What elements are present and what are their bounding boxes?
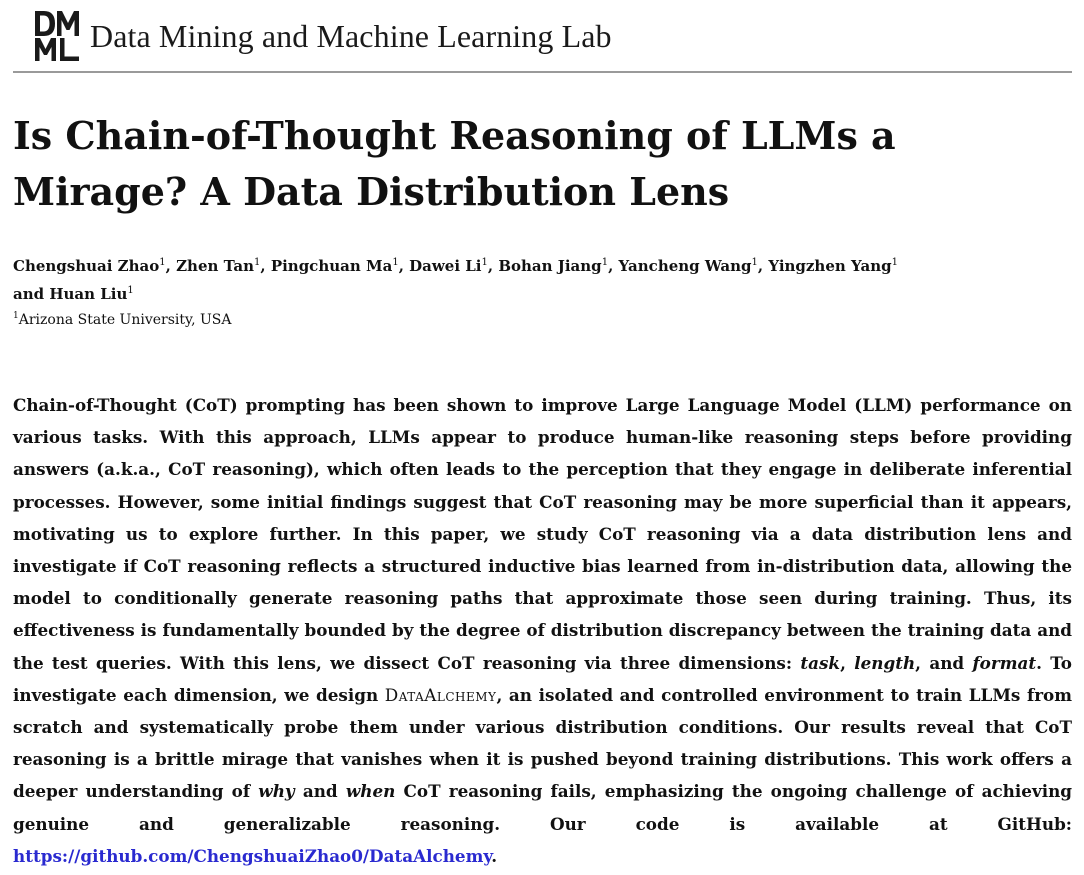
author-affiliation-marker: 1 (891, 257, 899, 268)
lab-header (32, 8, 1072, 64)
emphasis-why: why (258, 781, 295, 802)
author-separator: , (757, 257, 769, 275)
author (498, 257, 608, 275)
author-name: Yancheng Wang (618, 257, 752, 275)
affiliation-marker: 1 (13, 311, 19, 321)
author-list (13, 252, 1063, 308)
author (176, 257, 260, 275)
dimension-length: length (854, 652, 916, 673)
abstract-text: Chain-of-Thought (CoT) prompting has been shown to improve Large Language Model (LLM) performance on various tasks. With this approach, LLMs appear to produce human-like reasoning steps before providing answers (a.k.a., CoT reasoning), which often leads to the perception that they engage in deliberate inferential processes. However, some initial findings suggest that CoT reasoning may be more superficial than it appears, motivating us to explore further. In this paper, we study CoT reasoning via a data distribution lens and investigate if CoT reasoning reflects a structured inductive bias learned from in-distribution data, allowing the model to conditionally generate reasoning paths that approximate those seen during training. Thus, its effectiveness is fundamentally bounded by the degree of distribution discrepancy between the training data and the test queries. With this lens, we dissect CoT reasoning via three dimensions: (13, 395, 1072, 673)
author-affiliation-marker: 1 (392, 257, 399, 268)
author-separator: , (165, 257, 177, 275)
abstract-text: CoT reasoning fails, emphasizing the ongoing challenge of achieving genuine and generalizable reasoning. Our code is available at GitHub: (13, 781, 1072, 834)
abstract-text: , and (915, 652, 973, 673)
dmml-logo (32, 8, 84, 64)
abstract-text: . (491, 845, 498, 866)
author-name: Chengshuai Zhao (13, 257, 160, 275)
system-name: DataAlchemy (384, 684, 497, 705)
author-separator: , (487, 257, 499, 275)
abstract-text: , an isolated and controlled environment to train LLMs from scratch and systematically probe them under various distribution conditions. Our results reveal that CoT reasoning is a brittle mirage that vanishes when it is pushed beyond training distributions. This work offers a deeper understanding of (13, 684, 1073, 802)
code-link[interactable]: https://github.com/ChengshuaiZhao0/DataAlchemy (13, 845, 492, 866)
author (13, 257, 166, 275)
author (13, 285, 134, 303)
logo-text: DMML (32, 8, 36, 9)
title-line-2: Mirage? A Data Distribution Lens (13, 169, 730, 214)
author-affiliation-marker: 1 (127, 285, 134, 296)
emphasis-when: when (345, 781, 396, 802)
author-name: Pingchuan Ma (270, 257, 393, 275)
affiliation-text: Arizona State University, USA (18, 312, 232, 328)
affiliation (13, 310, 231, 330)
dimension-format: format (972, 652, 1037, 673)
author-affiliation-marker: 1 (159, 257, 166, 268)
paper-title (13, 108, 1063, 220)
author-name: Dawei Li (409, 257, 482, 275)
author-name: Zhen Tan (176, 257, 254, 275)
author-affiliation-marker: 1 (481, 257, 488, 268)
author (619, 257, 758, 275)
author (271, 257, 399, 275)
author-name: Yingzhen Yang (768, 257, 892, 275)
header-divider (13, 71, 1072, 73)
abstract-text: and (294, 781, 346, 802)
author-separator: , (608, 257, 619, 275)
author (768, 257, 898, 275)
author-affiliation-marker: 1 (253, 257, 261, 268)
title-line-1: Is Chain-of-Thought Reasoning of LLMs a (13, 113, 896, 158)
author-affiliation-marker: 1 (601, 257, 609, 268)
author-name: and Huan Liu (13, 285, 128, 303)
author-separator: , (260, 257, 271, 275)
dimension-task: task (800, 652, 841, 673)
abstract-text: , (840, 652, 855, 673)
abstract-text: . To investigate each dimension, we design (13, 652, 1072, 705)
author-separator: , (398, 257, 410, 275)
author (409, 257, 488, 275)
abstract (13, 389, 1072, 872)
lab-name: Data Mining and Machine Learning Lab (90, 18, 612, 54)
author-affiliation-marker: 1 (751, 257, 758, 268)
author-name: Bohan Jiang (498, 257, 602, 275)
